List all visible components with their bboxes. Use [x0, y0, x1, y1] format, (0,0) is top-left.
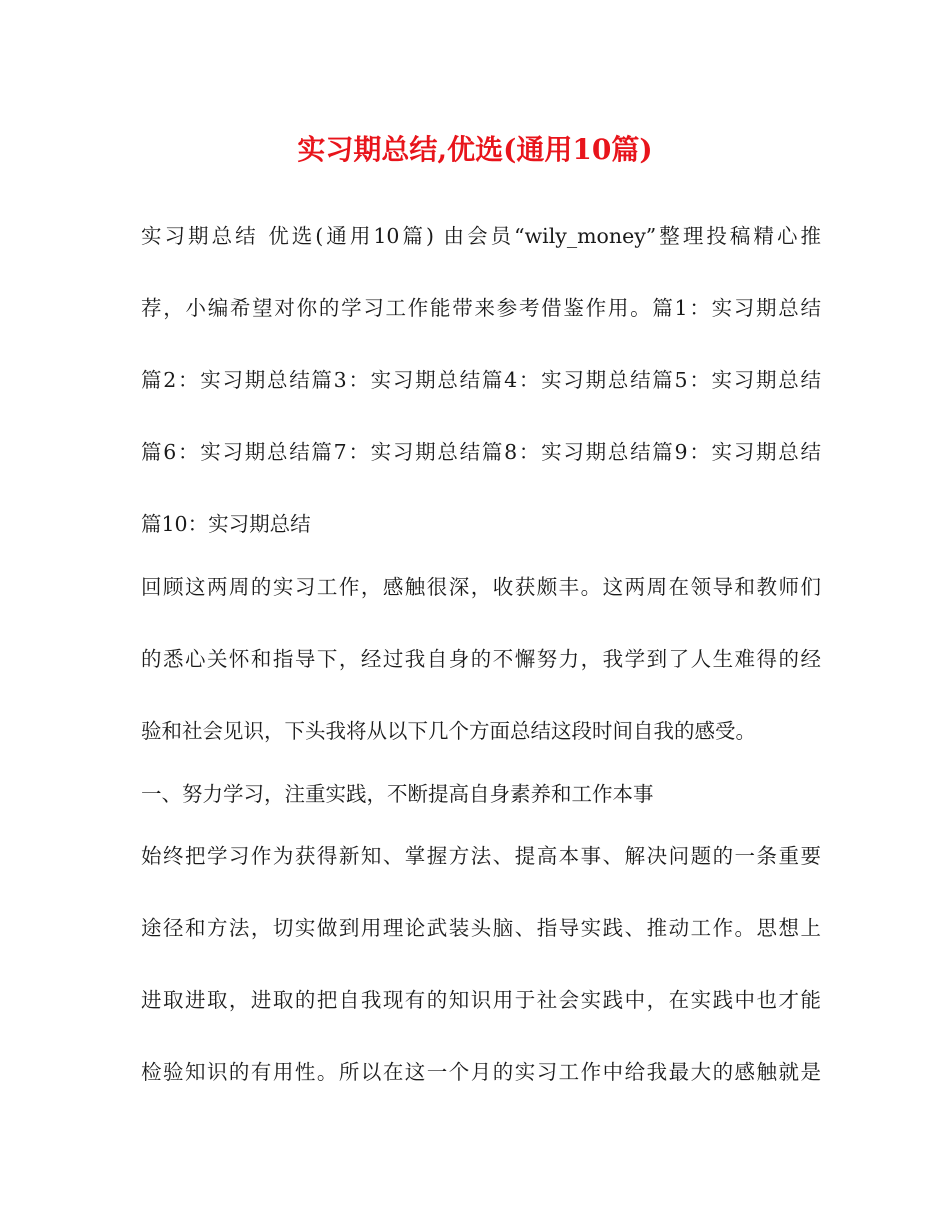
paragraph1-line-3: 验和社会见识，下头我将从以下几个方面总结这段时间自我的感受。 — [141, 719, 756, 743]
intro-line-5: 篇10：实习期总结 — [141, 512, 311, 536]
section-heading-1: 一、努力学习，注重实践，不断提高自身素养和工作本事 — [141, 782, 654, 806]
paragraph2-line-2: 途径和方法，切实做到用理论武装头脑、指导实践、推动工作。思想上 — [141, 916, 821, 940]
intro-line-3: 篇2：实习期总结篇3：实习期总结篇4：实习期总结篇5：实习期总结 — [141, 368, 821, 392]
paragraph1-line-1: 回顾这两周的实习工作，感触很深，收获颇丰。这两周在领导和教师们 — [141, 575, 821, 599]
paragraph2-line-3: 进取进取，进取的把自我现有的知识用于社会实践中，在实践中也才能 — [141, 988, 821, 1012]
paragraph2-line-1: 始终把学习作为获得新知、掌握方法、提高本事、解决问题的一条重要 — [141, 844, 821, 868]
intro-line-2: 荐，小编希望对你的学习工作能带来参考借鉴作用。篇1：实习期总结 — [141, 296, 821, 320]
document-title: 实习期总结,优选(通用10篇) — [297, 133, 653, 166]
intro-line-4: 篇6：实习期总结篇7：实习期总结篇8：实习期总结篇9：实习期总结 — [141, 440, 821, 464]
paragraph2-line-4: 检验知识的有用性。所以在这一个月的实习工作中给我最大的感触就是 — [141, 1060, 821, 1084]
intro-line-1: 实习期总结 优选(通用10篇) 由会员“wily_money”整理投稿精心推 — [141, 224, 821, 248]
paragraph1-line-2: 的悉心关怀和指导下，经过我自身的不懈努力，我学到了人生难得的经 — [141, 647, 821, 671]
